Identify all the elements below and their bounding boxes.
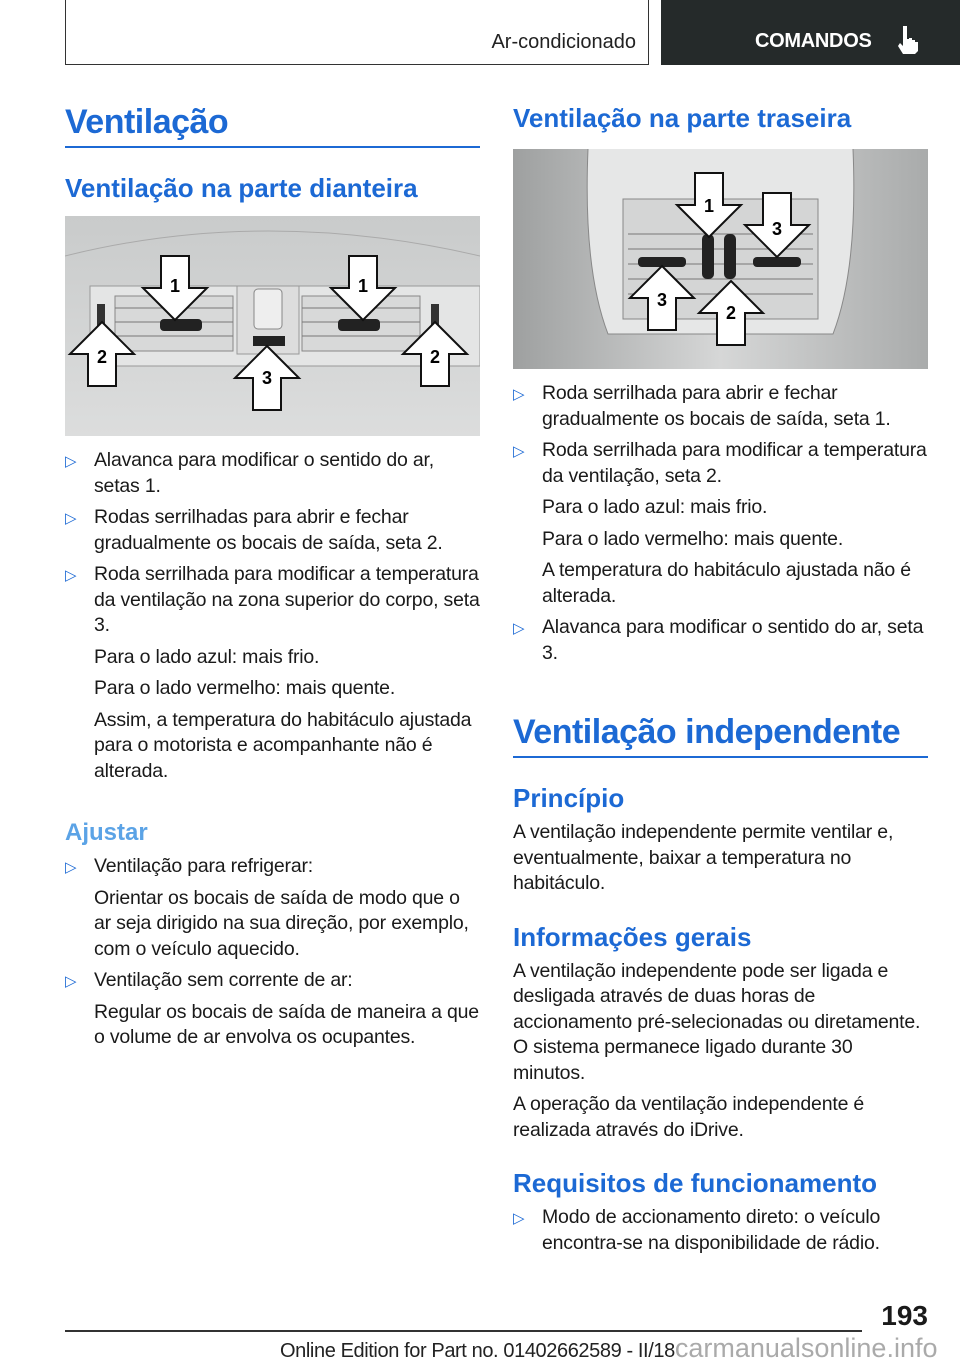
svg-text:3: 3: [771, 219, 783, 239]
rear-vent-figure: [513, 149, 928, 369]
bullet-triangle-icon: ▷: [65, 859, 77, 876]
adjust-list: [65, 854, 480, 1051]
rear-list: [513, 381, 928, 666]
footer-edition: Online Edition for Part no. 01402662589 - II/18carmanualsonline.info: [280, 1333, 938, 1363]
adjust-heading: Ajustar: [65, 819, 148, 846]
chapter-tab: [661, 0, 960, 65]
svg-text:2: 2: [429, 347, 441, 367]
paragraph: Regular os bocais de saída de maneira a que o volume de ar envolva os ocupantes.: [94, 1000, 479, 1048]
paragraph: A temperatura do habitáculo ajustada não é alterada.: [542, 559, 911, 607]
chapter-title: COMANDOS: [755, 30, 872, 52]
paragraph: Para o lado vermelho: mais quente.: [94, 677, 396, 699]
paragraph: Para o lado vermelho: mais quente.: [542, 527, 844, 550]
svg-text:2: 2: [725, 303, 737, 323]
paragraph: Assim, a temperatura do habitáculo ajustada para o motorista e acompanhante não é alterada.: [94, 708, 472, 782]
bullet-triangle-icon: ▷: [513, 386, 525, 403]
list-item: ▷ Ventilação sem corrente de ar:: [65, 968, 480, 994]
svg-text:1: 1: [169, 276, 181, 296]
principle-heading: Princípio: [513, 783, 625, 813]
requirements-heading: Requisitos de funcionamento: [513, 1168, 878, 1198]
list-item: ▷ Roda serrilhada para abrir e fechar gradualmente os bocais de saída, seta 1.: [513, 382, 891, 430]
list-item: ▷ Alavanca para modificar o sentido do ar, setas 1.: [65, 449, 434, 497]
paragraph: Para o lado azul: mais frio.: [542, 496, 768, 518]
list-item: ▷ Ventilação para refrigerar:: [65, 854, 480, 880]
list-item: ▷ Rodas serrilhadas para abrir e fechar gradualmente os bocais de saída, seta 2.: [65, 506, 443, 554]
running-header: [65, 0, 649, 65]
list-item: ▷ Modo de accionamento direto: o veículo encontra-se na disponibilidade de rádio.: [513, 1206, 881, 1254]
svg-text:3: 3: [656, 290, 668, 310]
front-ventilation-heading: Ventilação na parte dianteira: [65, 173, 418, 203]
independent-ventilation-title: Ventilação independente: [513, 712, 928, 758]
bullet-triangle-icon: ▷: [65, 510, 77, 527]
list-item: ▷ Roda serrilhada para modificar a temperatura da ventilação na zona superior do corpo, seta 3.: [65, 563, 480, 636]
list-item: ▷ Alavanca para modificar o sentido do ar, seta 3.: [513, 616, 924, 664]
bullet-triangle-icon: ▷: [65, 567, 77, 584]
bullet-triangle-icon: ▷: [513, 443, 525, 460]
bullet-triangle-icon: ▷: [65, 453, 77, 470]
svg-text:1: 1: [357, 276, 369, 296]
general-info-heading: Informações gerais: [513, 921, 752, 952]
footer-divider: [65, 1330, 862, 1332]
paragraph: A operação da ventilação independente é realizada através do iDrive.: [513, 1093, 865, 1141]
bullet-triangle-icon: ▷: [65, 973, 77, 990]
front-list: [65, 448, 480, 784]
left-column: [65, 102, 480, 1051]
hand-pointer-icon: [897, 26, 919, 54]
front-vent-figure: [65, 216, 480, 436]
svg-text:3: 3: [261, 368, 273, 388]
paragraph: A ventilação independente pode ser ligada e desligada através de duas horas de accionamento pré-selecionadas ou diretamente. O sistema permanece ligado durante 30 minutos.: [513, 959, 921, 1084]
watermark: carmanualsonline.info: [674, 1333, 938, 1363]
bullet-triangle-icon: ▷: [513, 1210, 525, 1227]
list-item: ▷ Roda serrilhada para modificar a temperatura da ventilação, seta 2.: [513, 439, 927, 487]
rear-ventilation-heading: Ventilação na parte traseira: [513, 103, 852, 133]
page-title: Ventilação: [65, 102, 480, 148]
paragraph: Para o lado azul: mais frio.: [94, 645, 320, 668]
svg-text:2: 2: [96, 347, 108, 367]
paragraph: A ventilação independente permite ventilar e, eventualmente, baixar a temperatura no habitáculo.: [513, 821, 894, 894]
section-title: Ar-condicionado: [491, 31, 636, 53]
svg-text:1: 1: [703, 196, 715, 216]
paragraph: Orientar os bocais de saída de modo que o ar seja dirigido na sua direção, por exemplo, com o veículo aquecido.: [94, 886, 469, 960]
bullet-triangle-icon: ▷: [513, 620, 525, 637]
page-number: 193: [881, 1300, 928, 1331]
right-column: [513, 102, 928, 1256]
